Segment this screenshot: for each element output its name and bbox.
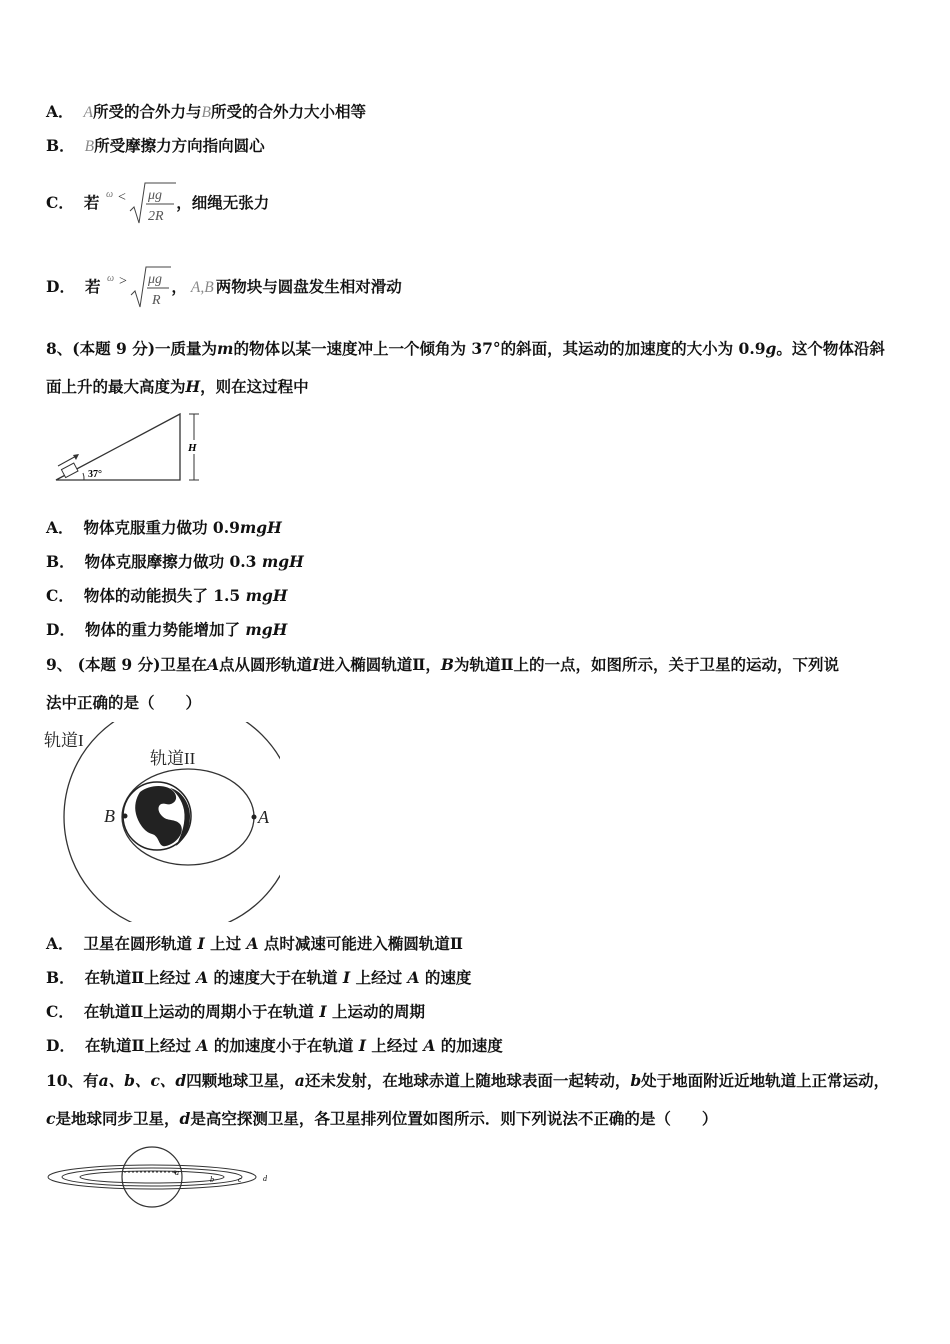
- option-var: A: [196, 1036, 209, 1055]
- height-label: H: [188, 442, 197, 454]
- stem-text: 的物体以某一速度冲上一个倾角为 37°的斜面，其运动的加速度的大小为 0.9: [233, 339, 766, 358]
- orbit1-label: 轨道I: [44, 731, 84, 750]
- earth-icon: [122, 1147, 182, 1207]
- option-text: 的加速度: [435, 1036, 503, 1055]
- option-text: 的速度: [419, 968, 472, 987]
- option-var: mgH: [239, 518, 282, 537]
- option-var: A: [196, 968, 209, 987]
- option-text: 在轨道Ⅱ上运动的周期小于在轨道: [83, 1002, 320, 1021]
- option-label: A．: [46, 518, 74, 537]
- q9-option-b: [46, 968, 471, 988]
- option-var: A: [407, 968, 420, 987]
- point-a-marker: [252, 815, 257, 820]
- option-label: D．: [46, 277, 75, 296]
- var-d: d: [179, 1109, 191, 1128]
- stem-text: 为轨道Ⅱ上的一点，如图所示，关于卫星的运动，下列说: [453, 655, 840, 674]
- option-var: I: [197, 934, 205, 953]
- stem-text: 是高空探测卫星，各卫星排列位置如图所示．则下列说法不正确的是（ ）: [190, 1109, 718, 1128]
- option-label: D．: [46, 620, 75, 639]
- q7-option-c: [46, 178, 269, 228]
- q8-option-b: [46, 552, 304, 572]
- option-text: 的加速度小于在轨道: [208, 1036, 359, 1055]
- option-label: C．: [46, 1002, 74, 1021]
- var-H: H: [185, 377, 201, 396]
- option-text: 所受的合外力与: [93, 102, 202, 121]
- option-var: I: [358, 1036, 367, 1055]
- point-b-label: B: [104, 806, 115, 826]
- q8-stem: [46, 330, 916, 406]
- q8-option-d: [46, 620, 287, 640]
- denominator: R: [152, 293, 161, 308]
- option-text: 的速度大于在轨道: [208, 968, 343, 987]
- var-I: I: [311, 655, 320, 674]
- point-b-marker: [123, 814, 128, 819]
- label-c: c: [238, 1175, 242, 1184]
- orbit2-label: 轨道II: [150, 749, 196, 768]
- option-var: I: [342, 968, 351, 987]
- option-var: A: [246, 934, 259, 953]
- symbol-ab: A,B: [190, 279, 214, 296]
- option-text: 上经过: [366, 1036, 424, 1055]
- option-label: A．: [46, 934, 74, 953]
- option-prefix: 若: [83, 193, 100, 212]
- option-text: ，细绳无张力: [176, 193, 270, 212]
- orbit-figure: [40, 722, 280, 922]
- stem-text: 法中正确的是（ ）: [46, 693, 202, 712]
- var-A: A: [206, 655, 219, 674]
- option-text: 上经过: [350, 968, 408, 987]
- denominator: 2R: [148, 209, 164, 224]
- stem-text: 还未发射，在地球赤道上随地球表面一起转动，: [304, 1071, 631, 1090]
- stem-text: 10、有: [46, 1071, 99, 1090]
- option-text: 所受的合外力大小相等: [210, 102, 366, 121]
- q9-option-d: [46, 1036, 503, 1056]
- var-b: b: [630, 1071, 642, 1090]
- label-a: a: [175, 1168, 179, 1177]
- q7-option-d: [46, 262, 402, 312]
- angle-arc: [83, 473, 84, 480]
- option-var: mgH: [245, 620, 288, 639]
- stem-text: 9、 (本题 9 分)卫星在: [46, 655, 207, 674]
- stem-text: 处于地面附近近地轨道上正常运动，: [641, 1071, 890, 1090]
- numerator: μg: [148, 272, 163, 287]
- q7-option-a: [46, 102, 366, 123]
- option-text: 物体克服摩擦力做功 0.3: [84, 552, 262, 571]
- sqrt-formula: [105, 263, 171, 313]
- omega-symbol: ω: [106, 189, 114, 200]
- option-text: 物体的重力势能增加了: [84, 620, 246, 639]
- omega-symbol: ω: [107, 273, 115, 284]
- label-b: b: [210, 1175, 214, 1184]
- q10-stem: [46, 1062, 916, 1138]
- option-text: 在轨道Ⅱ上经过: [84, 968, 197, 987]
- option-label: C．: [46, 586, 74, 605]
- q9-stem: [46, 646, 916, 722]
- option-label: B．: [46, 136, 75, 155]
- option-label: B．: [46, 968, 75, 987]
- option-text: 物体克服重力做功 0.9: [83, 518, 240, 537]
- var-m: m: [217, 339, 234, 358]
- stem-text: 面上升的最大高度为: [46, 377, 186, 396]
- q8-option-c: [46, 586, 288, 606]
- inequality-sign: <: [118, 190, 127, 205]
- option-text: 上运动的周期: [326, 1002, 425, 1021]
- q9-option-a: [46, 934, 463, 954]
- q9-option-c: [46, 1002, 425, 1022]
- var-c: c: [46, 1109, 56, 1128]
- option-prefix: 若: [84, 277, 101, 296]
- sqrt-formula: [104, 179, 176, 229]
- option-text: 所受摩擦力方向指向圆心: [94, 136, 265, 155]
- stem-text: 点从圆形轨道: [218, 655, 312, 674]
- var-B: B: [440, 655, 454, 674]
- stem-text: 四颗地球卫星，: [186, 1071, 295, 1090]
- option-var: mgH: [261, 552, 304, 571]
- label-d: d: [263, 1174, 267, 1183]
- incline-figure: [46, 410, 216, 490]
- option-var: A: [423, 1036, 436, 1055]
- option-text: 在轨道Ⅱ上经过: [84, 1036, 197, 1055]
- point-a-label: A: [258, 807, 269, 827]
- symbol-b: B: [84, 138, 95, 155]
- q8-option-a: [46, 518, 282, 538]
- orbit-d: [48, 1165, 256, 1189]
- symbol-b: B: [201, 104, 211, 121]
- var-a: a: [294, 1071, 305, 1090]
- stem-text: 进入椭圆轨道Ⅱ，: [319, 655, 441, 674]
- option-text: 点时减速可能进入椭圆轨道Ⅱ: [258, 934, 463, 953]
- option-label: C．: [46, 193, 74, 212]
- option-text: 物体的动能损失了 1.5: [83, 586, 246, 605]
- symbol-a: A: [83, 104, 93, 121]
- numerator: μg: [148, 188, 163, 203]
- option-label: A．: [46, 102, 74, 121]
- option-var: I: [319, 1002, 327, 1021]
- option-var: mgH: [245, 586, 288, 605]
- stem-text: ，则在这过程中: [200, 377, 309, 396]
- satellite-figure: [44, 1144, 284, 1208]
- stem-text: 是地球同步卫星，: [55, 1109, 180, 1128]
- option-text: 上过: [204, 934, 247, 953]
- option-text: 两物块与圆盘发生相对滑动: [215, 277, 402, 296]
- option-label: D．: [46, 1036, 75, 1055]
- var-abcd: a、b、c、d: [98, 1071, 187, 1090]
- orbit-b: [80, 1171, 224, 1183]
- inequality-sign: >: [119, 274, 128, 289]
- angle-label: 37°: [88, 469, 102, 480]
- option-label: B．: [46, 552, 75, 571]
- stem-text: 。这个物体沿斜: [776, 339, 885, 358]
- q7-option-b: [46, 136, 265, 157]
- comma: ，: [171, 277, 187, 296]
- option-text: 卫星在圆形轨道: [83, 934, 198, 953]
- var-g: g: [765, 339, 777, 358]
- stem-text: 8、(本题 9 分)一质量为: [46, 339, 218, 358]
